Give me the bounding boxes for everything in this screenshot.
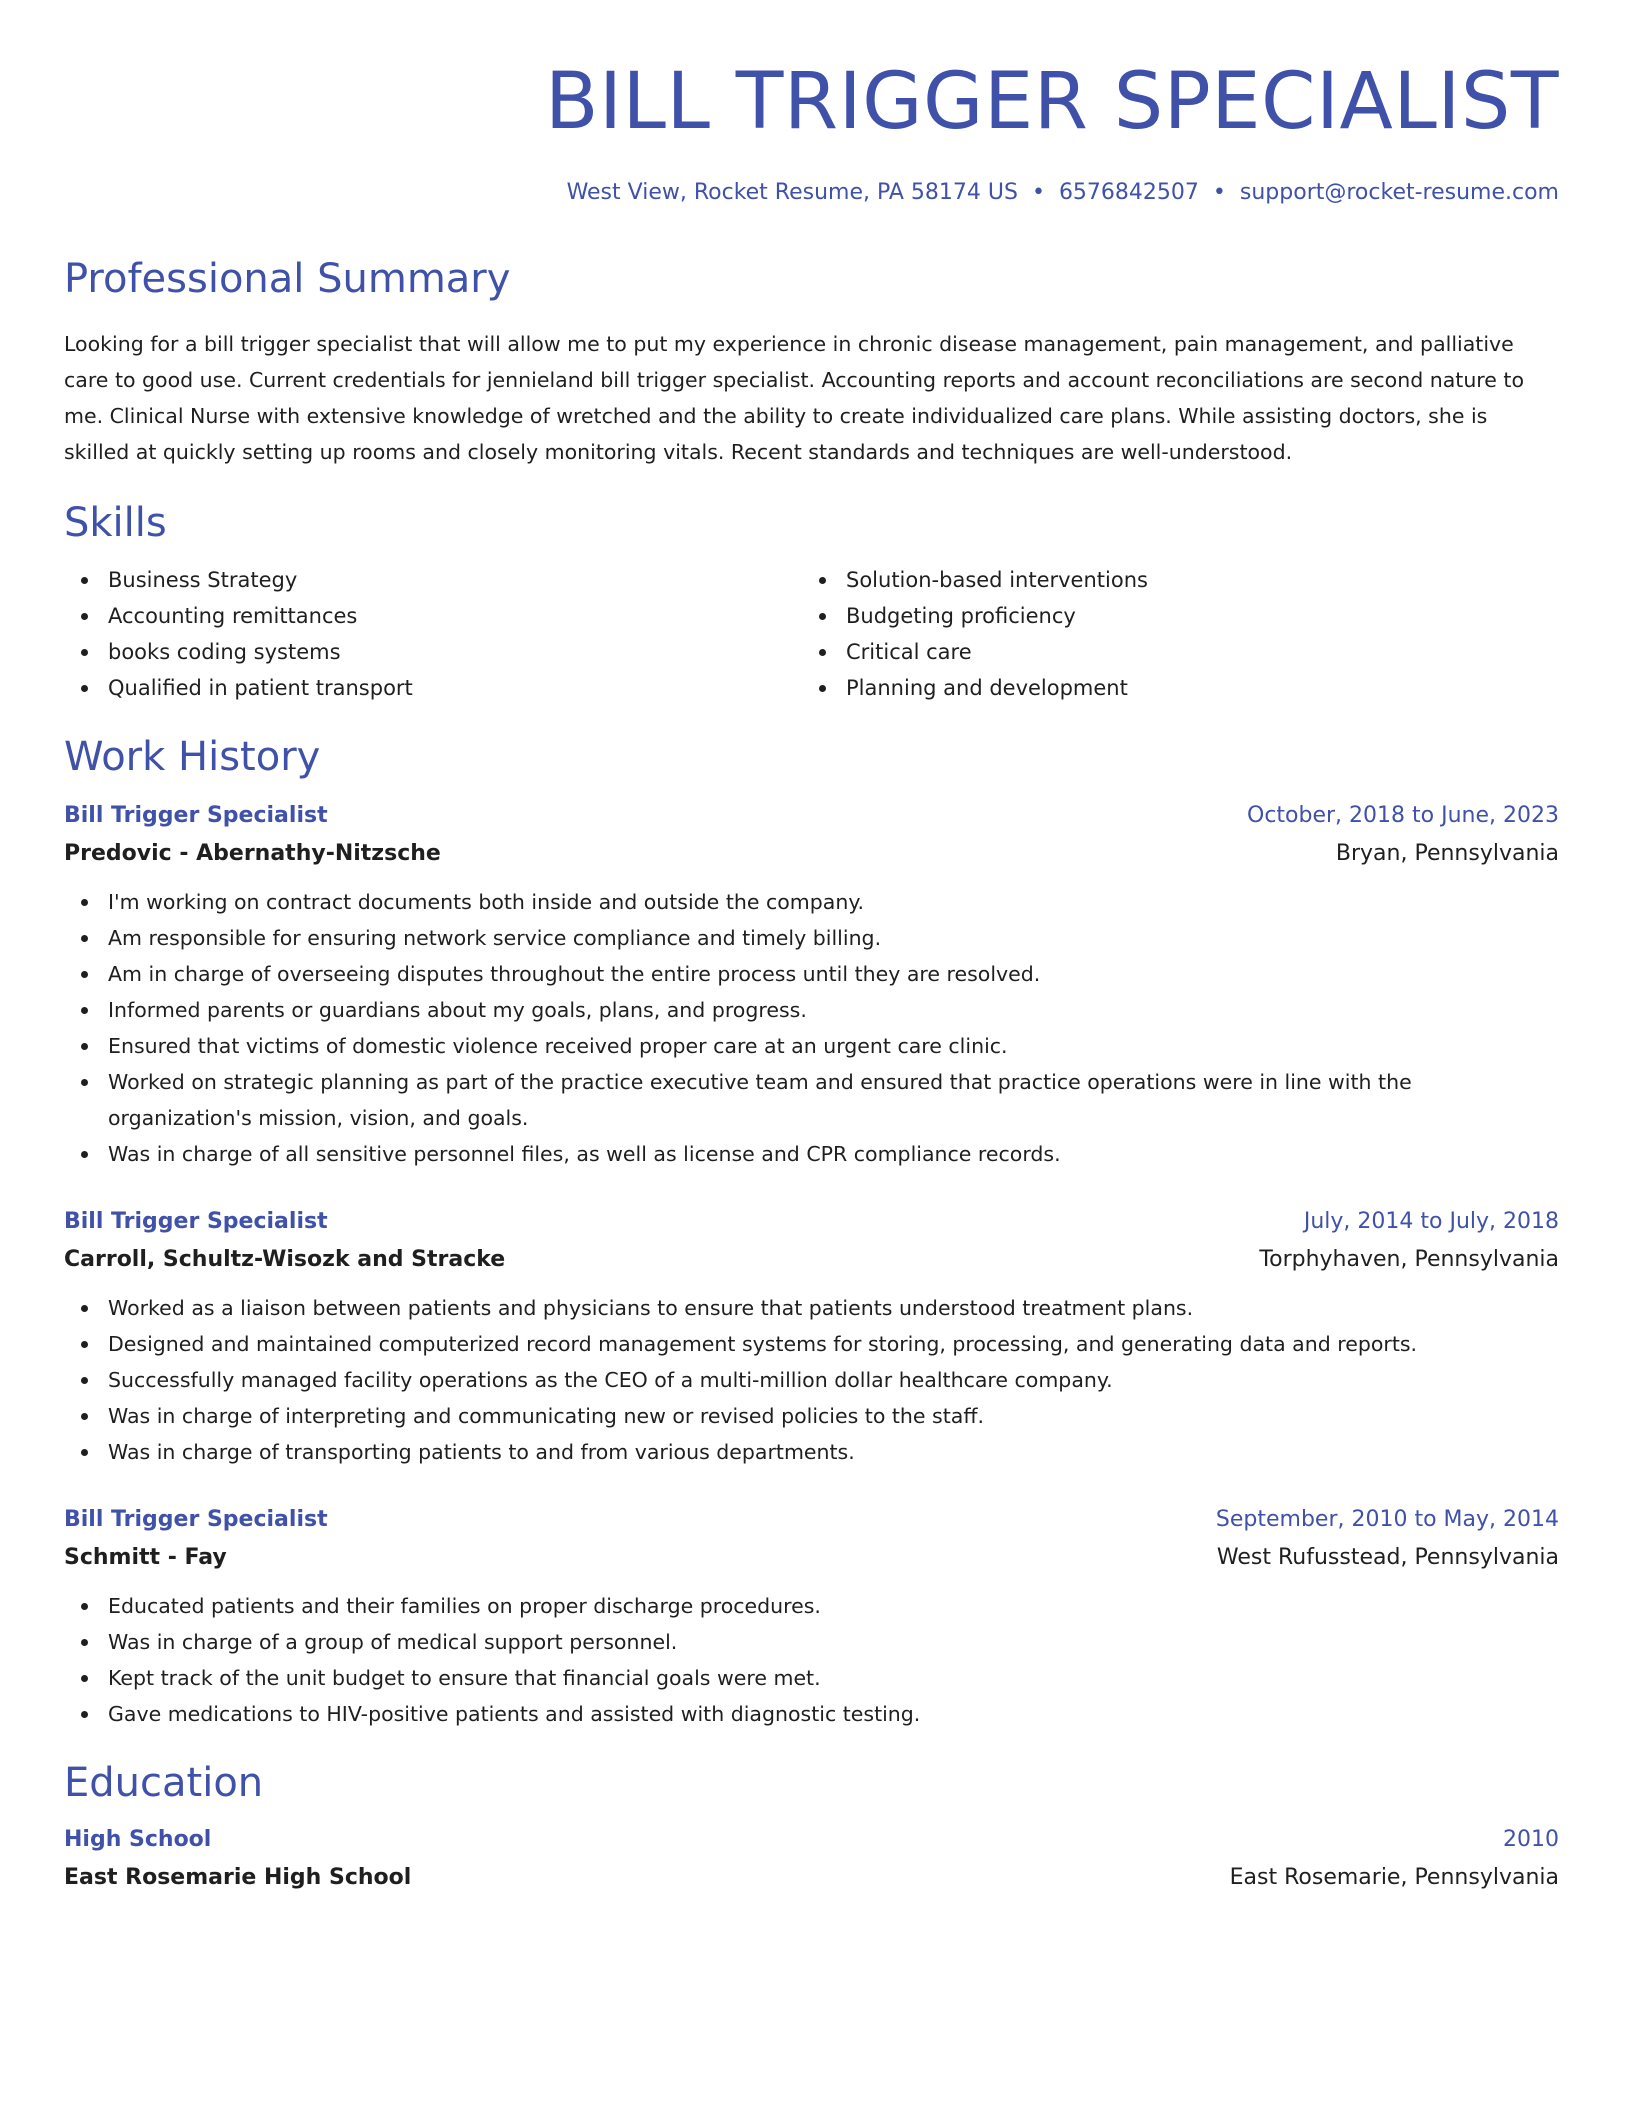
- job-duties: [64, 1290, 1559, 1470]
- job-entry: [64, 798, 1559, 1172]
- skills-list: [64, 562, 1559, 706]
- job-title: Bill Trigger Specialist: [64, 1209, 328, 1234]
- job-duty: Was in charge of interpreting and communicating new or revised policies to the staff.: [64, 1398, 1559, 1434]
- job-entry: [64, 1502, 1559, 1732]
- job-duty: Gave medications to HIV-positive patients and assisted with diagnostic testing.: [64, 1696, 1559, 1732]
- job-duty: Was in charge of all sensitive personnel files, as well as license and CPR compliance records.: [64, 1136, 1559, 1172]
- job-duty: Informed parents or guardians about my goals, plans, and progress.: [64, 992, 1559, 1028]
- education-degree: High School: [64, 1827, 212, 1852]
- contact-separator: •: [1031, 180, 1045, 205]
- summary-heading: Professional Summary: [64, 256, 511, 302]
- work-history-heading: Work History: [64, 734, 321, 780]
- job-title: Bill Trigger Specialist: [64, 1507, 328, 1532]
- candidate-name: BILL TRIGGER SPECIALIST: [545, 57, 1559, 147]
- job-duty: Educated patients and their families on proper discharge procedures.: [64, 1588, 1559, 1624]
- skill-item: Accounting remittances: [64, 598, 802, 634]
- skills-column-right: [802, 562, 1540, 706]
- skill-item: books coding systems: [64, 634, 802, 670]
- skill-item: Budgeting proficiency: [802, 598, 1540, 634]
- job-employer: Schmitt - Fay: [64, 1545, 227, 1570]
- skill-item: Planning and development: [802, 670, 1540, 706]
- skill-item: Business Strategy: [64, 562, 802, 598]
- education-heading: Education: [64, 1760, 264, 1806]
- education-school: East Rosemarie High School: [64, 1865, 412, 1890]
- job-entry: [64, 1204, 1559, 1470]
- skill-item: Solution-based interventions: [802, 562, 1540, 598]
- job-duty: Am responsible for ensuring network service compliance and timely billing.: [64, 920, 1559, 956]
- education-entry: [64, 1822, 1559, 1898]
- summary-text: Looking for a bill trigger specialist that will allow me to put my experience in chronic disease management, pain management, and palliative care to good use. Current credentials for jennieland bill trigger specialist. Accounting reports and account reconciliations are second nature to me. Clinical Nurse with extensive knowledge of wretched and the ability to create individualized care plans. While assisting doctors, she is skilled at quickly setting up rooms and closely monitoring vitals. Recent standards and techniques are well-understood.: [64, 332, 1524, 464]
- job-location: Bryan, Pennsylvania: [1335, 841, 1559, 866]
- job-duties: [64, 884, 1559, 1172]
- job-duty: Was in charge of transporting patients to and from various departments.: [64, 1434, 1559, 1470]
- skill-item: Qualified in patient transport: [64, 670, 802, 706]
- contact-separator: •: [1212, 180, 1226, 205]
- job-duty: Am in charge of overseeing disputes throughout the entire process until they are resolved.: [64, 956, 1559, 992]
- skills-column-left: [64, 562, 802, 706]
- job-duty: Worked on strategic planning as part of the practice executive team and ensured that practice operations were in line with the organization's mission, vision, and goals.: [64, 1064, 1559, 1136]
- education-year: 2010: [1503, 1827, 1559, 1852]
- contact-phone: 6576842507: [1058, 180, 1199, 205]
- job-employer: Carroll, Schultz-Wisozk and Stracke: [64, 1247, 506, 1272]
- resume-page: [64, 54, 1559, 1898]
- job-employer: Predovic - Abernathy-Nitzsche: [64, 841, 441, 866]
- job-duty: Worked as a liaison between patients and physicians to ensure that patients understood treatment plans.: [64, 1290, 1559, 1326]
- job-duty: Successfully managed facility operations as the CEO of a multi-million dollar healthcare company.: [64, 1362, 1559, 1398]
- job-duty: Ensured that victims of domestic violence received proper care at an urgent care clinic.: [64, 1028, 1559, 1064]
- contact-address: West View, Rocket Resume, PA 58174 US: [566, 180, 1018, 205]
- job-title: Bill Trigger Specialist: [64, 803, 328, 828]
- job-duty: I'm working on contract documents both inside and outside the company.: [64, 884, 1559, 920]
- skills-heading: Skills: [64, 500, 167, 546]
- skill-item: Critical care: [802, 634, 1540, 670]
- job-location: Torphyhaven, Pennsylvania: [1259, 1247, 1559, 1272]
- job-duty: Kept track of the unit budget to ensure that financial goals were met.: [64, 1660, 1559, 1696]
- contact-line: [64, 178, 1559, 208]
- job-duty: Was in charge of a group of medical support personnel.: [64, 1624, 1559, 1660]
- job-location: West Rufusstead, Pennsylvania: [1216, 1545, 1559, 1570]
- job-dates: July, 2014 to July, 2018: [1303, 1209, 1559, 1234]
- job-duty: Designed and maintained computerized record management systems for storing, processing, and generating data and reports.: [64, 1326, 1559, 1362]
- job-dates: October, 2018 to June, 2023: [1247, 803, 1559, 828]
- contact-email: support@rocket-resume.com: [1239, 180, 1559, 205]
- job-duties: [64, 1588, 1559, 1732]
- education-location: East Rosemarie, Pennsylvania: [1229, 1865, 1559, 1890]
- job-dates: September, 2010 to May, 2014: [1215, 1507, 1559, 1532]
